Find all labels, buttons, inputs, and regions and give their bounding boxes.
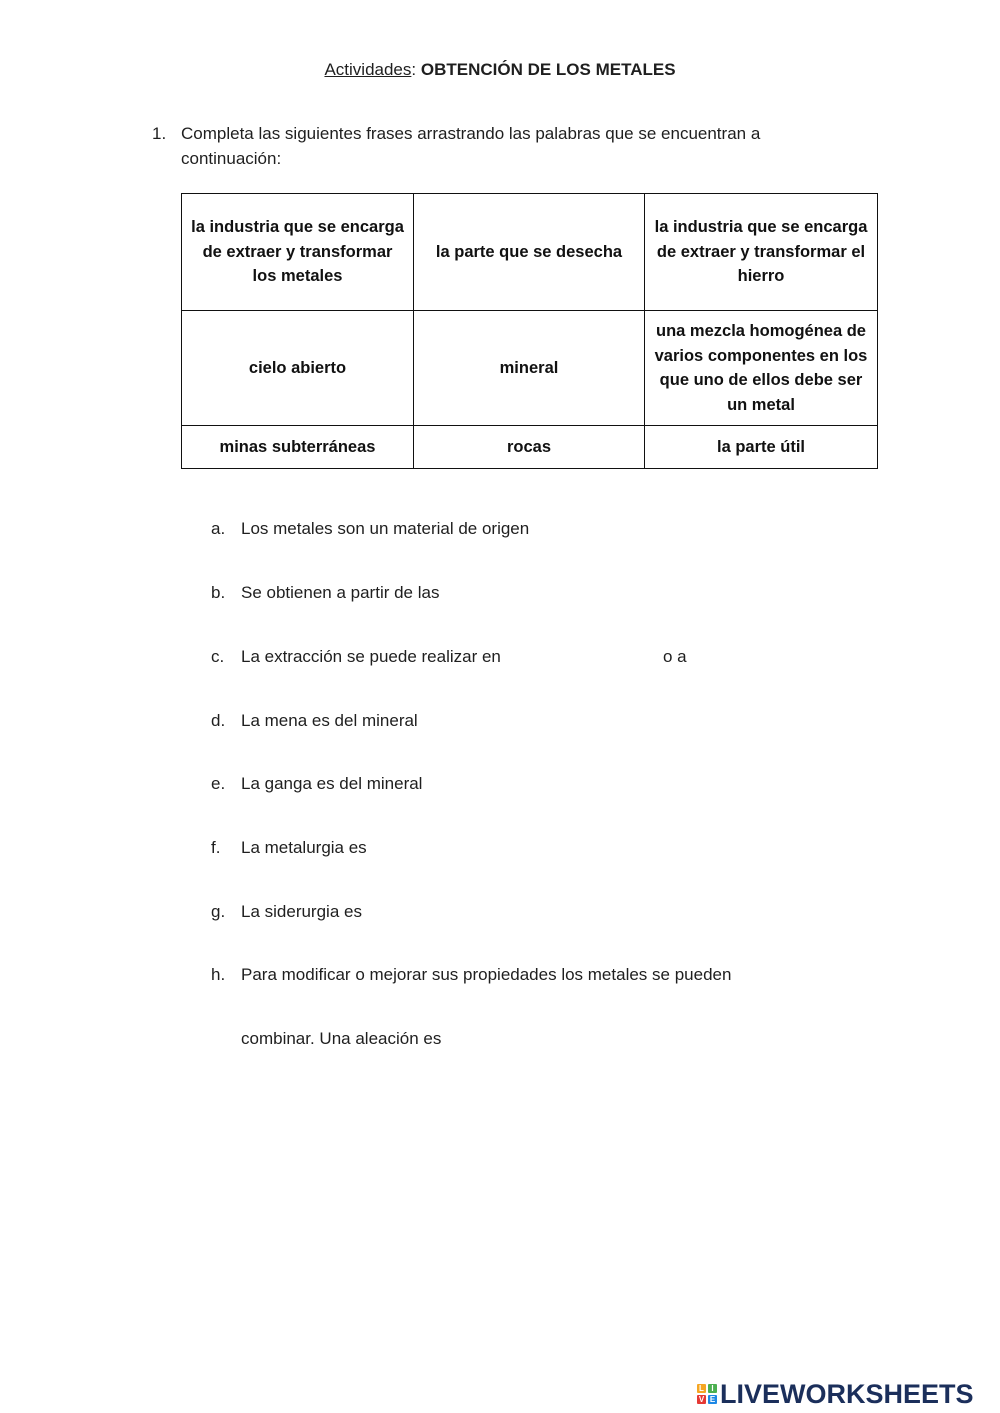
logo-mark-icon	[697, 1384, 717, 1404]
title-main: OBTENCIÓN DE LOS METALES	[420, 60, 676, 79]
sentence-letter: h.	[211, 965, 226, 984]
sentence-text: La ganga es del mineral	[241, 774, 423, 793]
word-bank-row	[182, 194, 878, 311]
word-bank-row	[182, 311, 878, 426]
page-title	[0, 60, 1000, 80]
logo-mark-tile: V	[698, 1395, 705, 1404]
word-chip[interactable]: minas subterráneas	[182, 426, 414, 469]
question-text: Completa las siguientes frases arrastrando las palabras que se encuentran a continuación:	[181, 124, 761, 168]
sentence-tail: o a	[663, 647, 687, 666]
word-chip[interactable]: una mezcla homogénea de varios componentes en los que uno de ellos debe ser un metal	[645, 311, 878, 426]
logo-mark-tile: I	[708, 1384, 717, 1393]
word-chip[interactable]: mineral	[414, 311, 645, 426]
sentence-letter: b.	[211, 583, 226, 602]
sentence-text: La mena es del mineral	[241, 711, 418, 730]
logo-mark-tile: E	[709, 1395, 716, 1404]
sentence-text: La siderurgia es	[241, 902, 362, 921]
sentence-letter: e.	[211, 774, 226, 793]
sentence-letter: f.	[211, 838, 221, 857]
word-bank-table	[181, 193, 878, 469]
word-chip[interactable]: rocas	[414, 426, 645, 469]
sentence-letter: d.	[211, 711, 226, 730]
sentence-text: Los metales son un material de origen	[241, 519, 530, 538]
sentence-text: La extracción se puede realizar en	[241, 647, 501, 666]
word-chip[interactable]: la parte útil	[645, 426, 878, 469]
sentence-text: combinar. Una aleación es	[241, 1029, 442, 1048]
word-chip[interactable]: la industria que se encarga de extraer y transformar el hierro	[645, 194, 878, 311]
sentence-text: Para modificar o mejorar sus propiedades los metales se pueden	[241, 965, 732, 984]
question-number: 1.	[152, 124, 167, 143]
question-1	[152, 121, 852, 171]
word-chip[interactable]: la parte que se desecha	[414, 194, 645, 311]
sentence-text: Se obtienen a partir de las	[241, 583, 440, 602]
logo-text: LIVEWORKSHEETS	[720, 1379, 974, 1409]
title-prefix: Actividades	[324, 60, 412, 79]
logo-mark-tile: L	[697, 1384, 706, 1393]
sentence-letter: g.	[211, 902, 226, 921]
word-chip[interactable]: cielo abierto	[182, 311, 414, 426]
word-bank-row	[182, 426, 878, 469]
sentence-letter: a.	[211, 519, 226, 538]
title-separator: :	[411, 60, 421, 79]
word-chip[interactable]: la industria que se encarga de extraer y transformar los metales	[182, 194, 414, 311]
sentence-text: La metalurgia es	[241, 838, 367, 857]
liveworksheets-logo	[697, 1379, 974, 1409]
sentence-letter: c.	[211, 647, 225, 666]
